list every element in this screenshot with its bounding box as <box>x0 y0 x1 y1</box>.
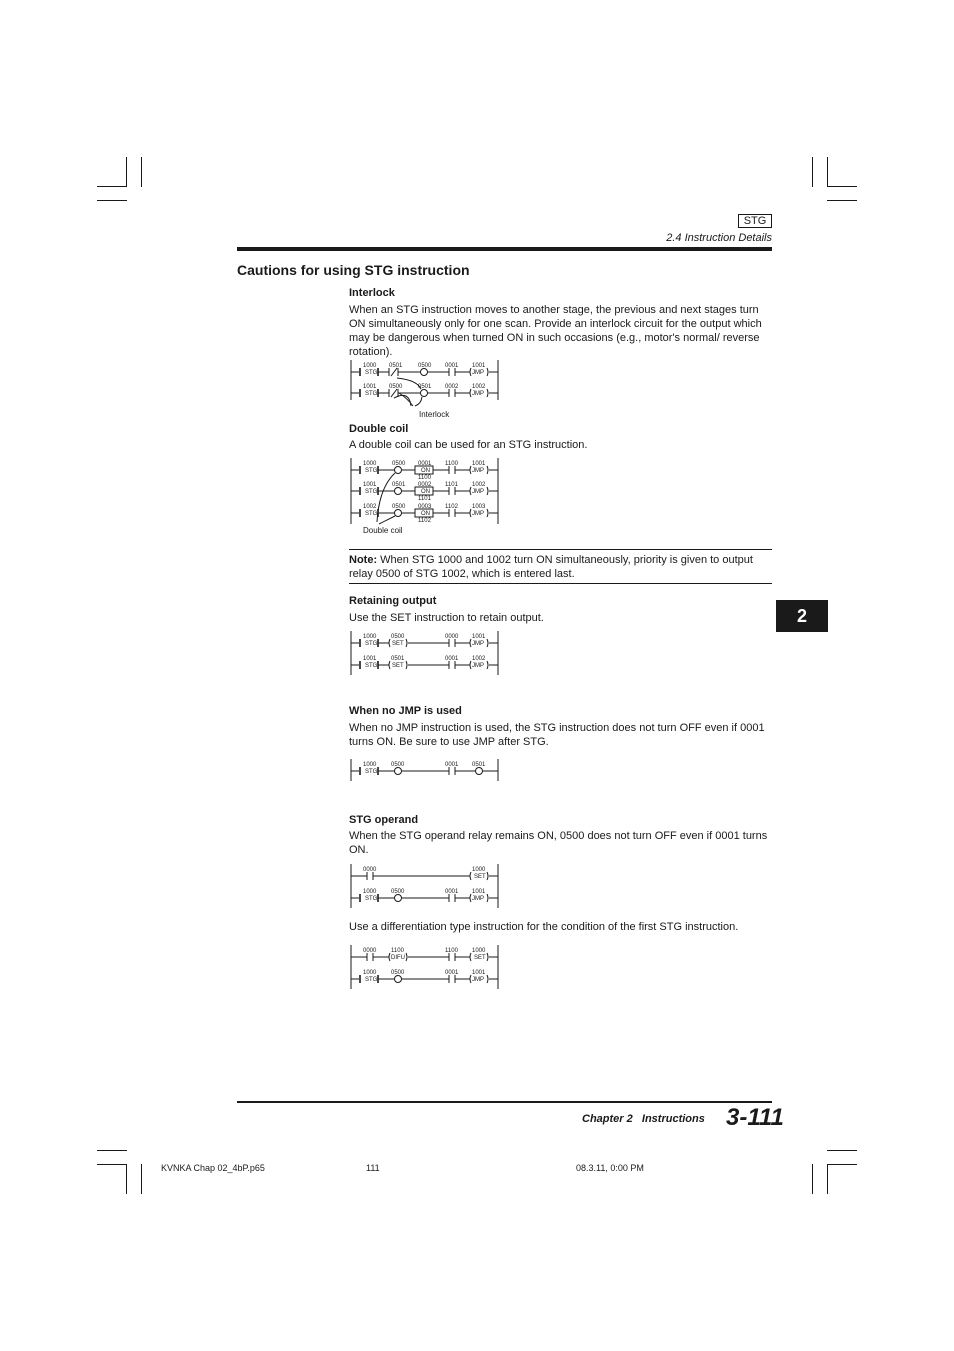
crop-mark <box>97 186 127 187</box>
ladder-label: 1001 <box>363 384 377 390</box>
ladder-label: 1001 <box>472 634 486 640</box>
double-coil-ladder-diagram <box>349 458 504 540</box>
ladder-label: 1100 <box>445 461 458 467</box>
ladder-label: JMP <box>472 391 484 397</box>
ladder-label: STG <box>365 769 378 775</box>
ladder-label: 0001 <box>445 970 459 976</box>
ladder-label: 0003 <box>418 504 432 510</box>
ladder-label: JMP <box>472 511 484 517</box>
header-rule <box>237 247 772 251</box>
ladder-label: 1100 <box>391 948 404 954</box>
ladder-label: STG <box>365 468 378 474</box>
ladder-label: 1101 <box>445 482 458 488</box>
ladder-label: STG <box>365 391 378 397</box>
crop-mark <box>827 157 828 187</box>
double-coil-text: A double coil can be used for an STG instruction. <box>349 439 588 451</box>
ladder-label: STG <box>365 896 378 902</box>
ladder-label: 1000 <box>363 634 377 640</box>
ladder-label: 0001 <box>445 762 459 768</box>
crop-mark <box>812 1164 813 1194</box>
chapter-tab: 2 <box>776 600 828 632</box>
crop-mark <box>126 1164 127 1194</box>
retaining-output-text: Use the SET instruction to retain output. <box>349 612 544 624</box>
crop-mark <box>97 1150 127 1151</box>
ladder-label: 0500 <box>389 384 403 390</box>
ladder-label: 0500 <box>392 461 406 467</box>
note-label: Note: <box>349 554 378 566</box>
ladder-label: 0500 <box>391 970 405 976</box>
ladder-label: 1001 <box>363 482 377 488</box>
no-jmp-ladder-diagram <box>349 759 504 783</box>
interlock-heading: Interlock <box>349 287 395 299</box>
double-coil-heading: Double coil <box>349 423 409 435</box>
ladder-label: 0500 <box>392 504 406 510</box>
ladder-label: STG <box>365 663 378 669</box>
ladder-label: 0000 <box>363 948 377 954</box>
footer-rule <box>237 1101 772 1103</box>
stg-operand-ladder-diagram <box>349 864 504 910</box>
interlock-caption: Interlock <box>419 410 450 419</box>
section-reference: 2.4 Instruction Details <box>666 232 772 244</box>
ladder-label: 1000 <box>363 762 377 768</box>
ladder-label: 1000 <box>363 461 377 467</box>
no-jmp-text: When no JMP instruction is used, the STG instruction does not turn OFF even if 0001 turns ON. Be sure to use JMP after STG. <box>349 722 765 748</box>
ladder-label: SET <box>392 641 404 647</box>
ladder-label: 0001 <box>418 461 432 467</box>
ladder-label: 0501 <box>392 482 406 488</box>
ladder-label: 1101 <box>418 496 431 502</box>
retaining-output-heading: Retaining output <box>349 595 437 607</box>
ladder-label: JMP <box>472 641 484 647</box>
slug-page: 111 <box>366 1163 380 1173</box>
ladder-label: STG <box>365 370 378 376</box>
ladder-label: 1002 <box>472 656 486 662</box>
ladder-label: ON <box>421 468 430 474</box>
differentiation-text: Use a differentiation type instruction for the condition of the first STG instruction. <box>349 921 739 933</box>
ladder-label: 0500 <box>391 634 405 640</box>
ladder-label: JMP <box>472 370 484 376</box>
ladder-label: JMP <box>472 468 484 474</box>
ladder-label: 0000 <box>363 867 377 873</box>
differentiation-ladder-diagram <box>349 945 504 991</box>
ladder-label: 1002 <box>472 482 486 488</box>
ladder-label: 1102 <box>418 518 431 524</box>
ladder-label: 0500 <box>391 762 405 768</box>
ladder-label: SET <box>474 955 486 961</box>
footer-chapter: Chapter 2 Instructions <box>582 1113 705 1125</box>
slug-file: KVNKA Chap 02_4bP.p65 <box>161 1163 265 1173</box>
ladder-label: 1000 <box>363 889 377 895</box>
note-text: When STG 1000 and 1002 turn ON simultaneously, priority is given to output relay 0500 of STG 1002, which is entered last. <box>349 554 753 580</box>
interlock-ladder-diagram <box>349 360 504 422</box>
ladder-label: STG <box>365 511 378 517</box>
ladder-label: JMP <box>472 489 484 495</box>
ladder-label: 0001 <box>445 889 459 895</box>
ladder-label: JMP <box>472 896 484 902</box>
ladder-label: STG <box>365 977 378 983</box>
ladder-label: 1001 <box>472 889 486 895</box>
ladder-label: ON <box>421 489 430 495</box>
ladder-label: 0500 <box>418 363 432 369</box>
ladder-label: 0002 <box>445 384 459 390</box>
ladder-label: 0500 <box>391 889 405 895</box>
crop-mark <box>126 157 127 187</box>
stg-operand-text: When the STG operand relay remains ON, 0500 does not turn OFF even if 0001 turns ON. <box>349 830 768 856</box>
ladder-label: 1001 <box>472 461 486 467</box>
ladder-label: 1002 <box>472 384 486 390</box>
ladder-label: 1001 <box>472 970 486 976</box>
ladder-label: 0501 <box>472 762 486 768</box>
ladder-label: 1002 <box>363 504 377 510</box>
ladder-label: 0000 <box>445 634 459 640</box>
ladder-label: 0501 <box>391 656 405 662</box>
crop-mark <box>812 157 813 187</box>
crop-mark <box>827 1164 828 1194</box>
ladder-label: DIFU <box>391 955 405 961</box>
ladder-label: 1001 <box>472 363 486 369</box>
crop-mark <box>827 1150 857 1151</box>
ladder-label: 1100 <box>445 948 458 954</box>
double-coil-caption: Double coil <box>363 526 403 535</box>
ladder-label: 1100 <box>418 475 431 481</box>
ladder-label: 0501 <box>389 363 403 369</box>
ladder-label: 0501 <box>418 384 432 390</box>
ladder-label: JMP <box>472 663 484 669</box>
crop-mark <box>827 200 857 201</box>
ladder-label: 0001 <box>445 363 459 369</box>
ladder-label: JMP <box>472 977 484 983</box>
slug-date: 08.3.11, 0:00 PM <box>576 1163 644 1173</box>
retaining-output-ladder-diagram <box>349 631 504 677</box>
ladder-label: SET <box>474 874 486 880</box>
ladder-label: SET <box>392 663 404 669</box>
stg-tag: STG <box>738 214 772 228</box>
ladder-label: 1003 <box>472 504 486 510</box>
note-box <box>349 549 772 584</box>
page-number: 3-111 <box>726 1104 784 1131</box>
ladder-label: 1000 <box>363 970 377 976</box>
ladder-label: 1102 <box>445 504 458 510</box>
crop-mark <box>827 186 857 187</box>
crop-mark <box>141 157 142 187</box>
crop-mark <box>97 1164 127 1165</box>
crop-mark <box>97 200 127 201</box>
ladder-label: STG <box>365 489 378 495</box>
crop-mark <box>141 1164 142 1194</box>
ladder-label: 1001 <box>363 656 377 662</box>
ladder-label: 1000 <box>472 867 486 873</box>
ladder-label: 0002 <box>418 482 432 488</box>
stg-operand-heading: STG operand <box>349 814 419 826</box>
interlock-text: When an STG instruction moves to another stage, the previous and next stages turn ON simultaneously only for one scan. Provide an interlock circuit for the output which may be dangerous when turned ON in such occasions (e.g., motor's normal/ reverse rotation). <box>349 304 762 358</box>
page-title: Cautions for using STG instruction <box>237 262 470 278</box>
ladder-label: 1000 <box>472 948 486 954</box>
ladder-label: 1000 <box>363 363 377 369</box>
no-jmp-heading: When no JMP is used <box>349 705 462 717</box>
ladder-label: ON <box>421 511 430 517</box>
ladder-label: STG <box>365 641 378 647</box>
crop-mark <box>827 1164 857 1165</box>
ladder-label: 0001 <box>445 656 459 662</box>
